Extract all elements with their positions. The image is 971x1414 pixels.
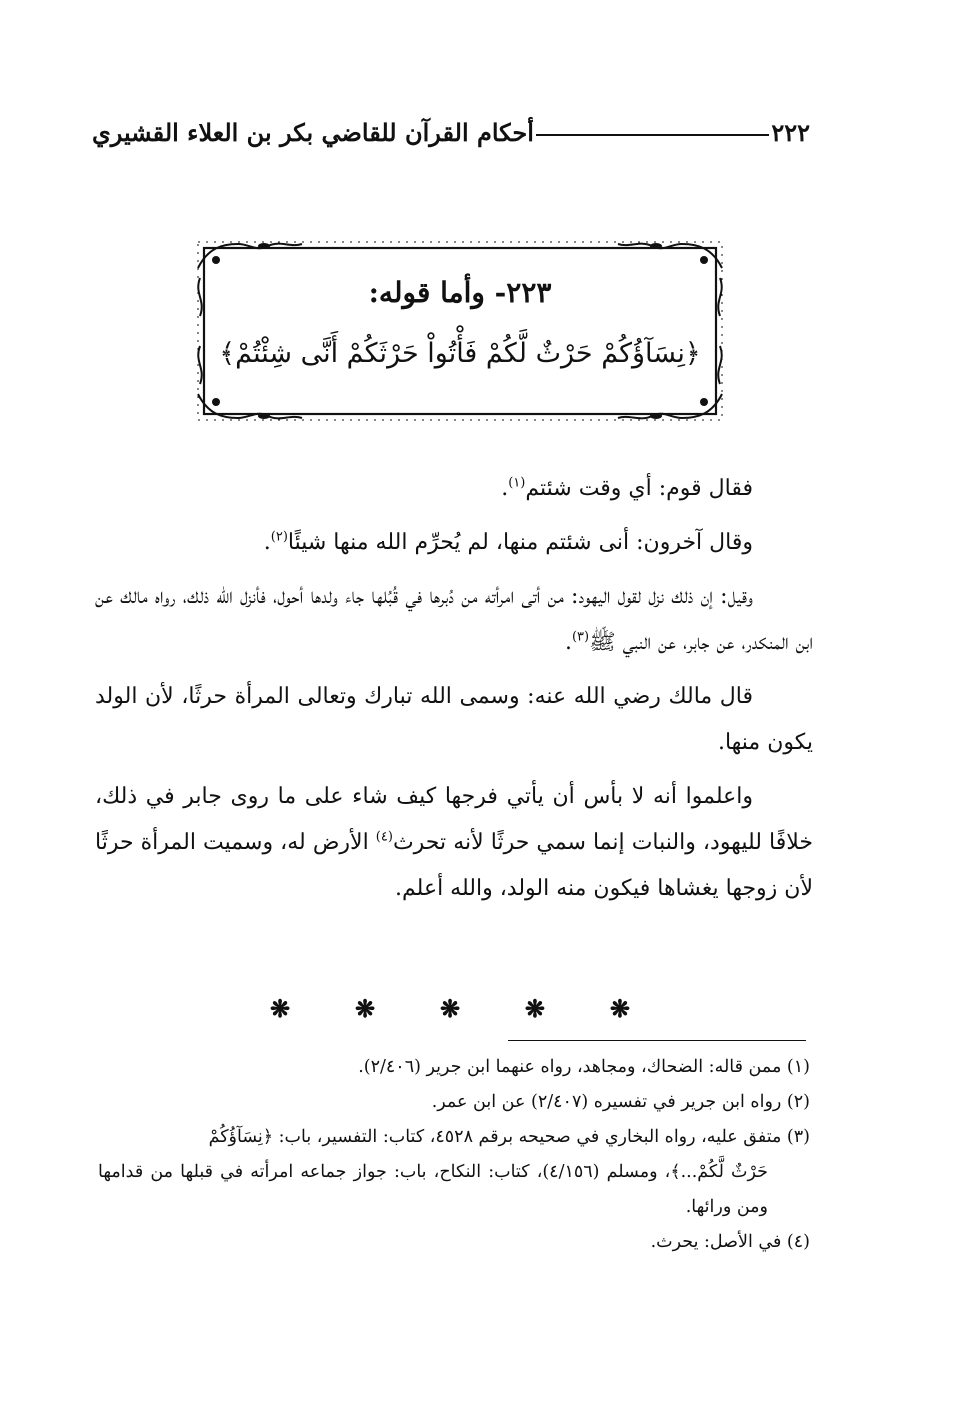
section-separator	[270, 994, 630, 1023]
running-header	[92, 112, 810, 152]
paragraph: وقال آخرون: أنى شئتم منها، لم يُحرِّم الله منها شيئًا$^{(٢)}$.	[263, 529, 753, 555]
header-rule	[536, 134, 769, 136]
page-number: ٢٢٢	[771, 117, 810, 147]
star-icon: ❋	[609, 994, 630, 1023]
ornamental-frame	[194, 238, 726, 424]
section-heading: ٢٢٣- وأما قوله:	[368, 276, 552, 309]
paragraph: وقيل: إن ذلك نزل لقول اليهود: من أتى امرأته من دُبرها في قُبُلها جاء ولدها أحول، فأنزل الله ذلك، رواه مالك عن ابن المنكدر، عن جابر، عن النبي ﷺ$^{(٣)}$.	[95, 584, 813, 655]
paragraph: فقال قوم: أي وقت شئتم$^{(١)}$.	[501, 475, 753, 501]
footnote: (١) ممن قاله: الضحاك، ومجاهد، رواه عنهما ابن جرير (٢/٤٠٦).	[358, 1057, 810, 1077]
footnote-continuation: حَرْثٌ لَّكُمْ...﴾، ومسلم (٤/١٥٦)، كتاب: النكاح، باب: جواز جماعه امرأته في قبلها من قدامها ومن ورائها.	[98, 1162, 768, 1217]
footnote-ref: (١)	[508, 475, 526, 491]
paragraph: قال مالك رضي الله عنه: وسمى الله تبارك وتعالى المرأة حرثًا، لأن الولد يكون منها.	[95, 684, 813, 755]
ornament-border-icon	[194, 238, 726, 424]
main-text	[95, 466, 813, 912]
footnote-ref: (٣)	[571, 629, 590, 645]
footnote-ref: (٢)	[270, 529, 288, 545]
star-icon: ❋	[270, 994, 291, 1023]
footnote-rule	[508, 1040, 806, 1041]
star-icon: ❋	[524, 994, 546, 1023]
footnote-ref: (٤)	[375, 829, 393, 845]
footnote: (٤) في الأصل: يحرث.	[650, 1232, 810, 1252]
star-icon: ❋	[354, 994, 376, 1023]
paragraph: واعلموا أنه لا بأس أن يأتي فرجها كيف شاء على ما روى جابر في ذلك، خلافًا لليهود، والنبات إنما سمي حرثًا لأنه تحرث$^{(٤)}$ الأرض له، وسميت المرأة حرثًا لأن زوجها يغشاها فيكون منه الولد، والله أعلم.	[95, 784, 813, 901]
quran-verse: ﴿نِسَآؤُكُمْ حَرْثٌ لَّكُمْ فَأْتُواْ حَرْثَكُمْ أَنَّى شِئْتُمْ﴾	[219, 338, 701, 369]
footnote: (٢) رواه ابن جرير في تفسيره (٢/٤٠٧) عن ابن عمر.	[431, 1092, 810, 1112]
footnotes	[98, 1050, 810, 1260]
star-icon: ❋	[439, 994, 461, 1023]
footnote: (٣) متفق عليه، رواه البخاري في صحيحه برقم ٤٥٢٨، كتاب: التفسير، باب: ﴿نِسَآؤُكُمْ	[208, 1127, 810, 1147]
book-title: أحكام القرآن للقاضي بكر بن العلاء القشيري	[92, 117, 534, 147]
